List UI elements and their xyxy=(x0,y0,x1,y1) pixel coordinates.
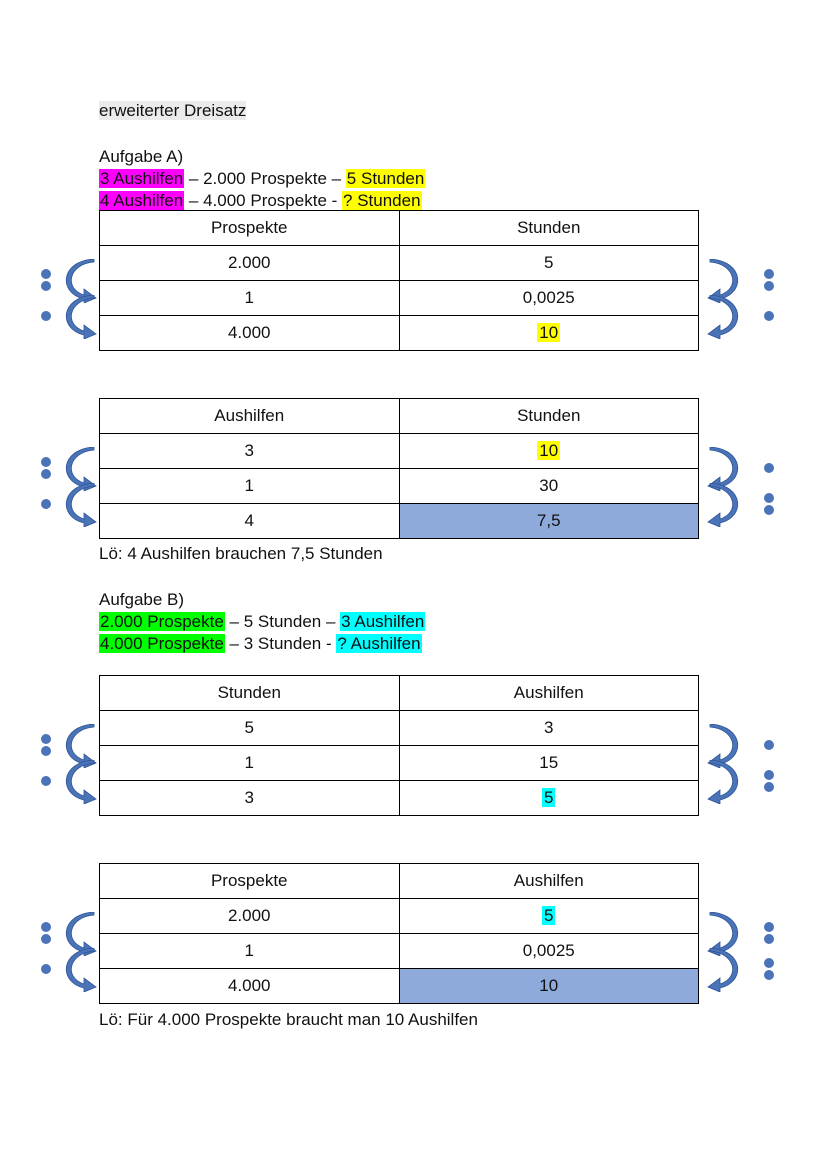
table-row xyxy=(100,781,699,816)
highlight-green: 4.000 Prospekte xyxy=(100,634,224,653)
operator-dots-icon xyxy=(39,731,53,761)
operator-dot xyxy=(41,269,51,279)
table-cell xyxy=(399,434,699,469)
highlighted-value: 10 xyxy=(539,323,559,342)
operator-dot xyxy=(764,934,774,944)
table-header-row xyxy=(100,864,699,899)
operator-dot xyxy=(764,958,774,968)
table-cell xyxy=(399,316,699,351)
result-cell: 7,5 xyxy=(399,504,699,539)
table-row xyxy=(100,316,699,351)
document-title xyxy=(99,100,246,122)
operator-dots-icon xyxy=(762,490,776,520)
table-header-row xyxy=(100,399,699,434)
operator-dots-icon xyxy=(762,731,776,761)
operator-dot xyxy=(764,922,774,932)
aufgabe-a-line-1 xyxy=(99,168,425,190)
highlighted-value: 5 xyxy=(544,788,554,807)
aufgabe-b-heading: Aufgabe B) xyxy=(99,590,185,609)
highlight-yellow: 5 Stunden xyxy=(346,169,425,188)
highlight-magenta: 3 Aushilfen xyxy=(100,169,184,188)
table-cell xyxy=(399,899,699,934)
table-row xyxy=(100,711,699,746)
operator-dots-icon xyxy=(762,302,776,332)
curved-arrow-icon xyxy=(58,760,98,804)
curved-arrow-icon-shape xyxy=(708,948,738,992)
operator-dot xyxy=(41,776,51,786)
operator-dots-icon xyxy=(39,919,53,949)
table-cell: 0,0025 xyxy=(399,934,699,969)
plain-text: – 5 Stunden – xyxy=(224,612,341,631)
aufgabe-b-line-2 xyxy=(99,633,422,655)
highlight-cyan: 3 Aushilfen xyxy=(341,612,425,631)
table-cell: 4.000 xyxy=(100,969,400,1004)
operator-dot xyxy=(764,782,774,792)
table-row xyxy=(100,934,699,969)
operator-dot xyxy=(764,740,774,750)
table-header-row xyxy=(100,676,699,711)
highlighted-value: 5 xyxy=(544,906,554,925)
curved-arrow-icon-shape xyxy=(66,760,96,804)
aufgabe-a-line-2 xyxy=(99,190,422,212)
plain-text: – 2.000 Prospekte – xyxy=(184,169,346,188)
operator-dot xyxy=(41,457,51,467)
curved-arrow-icon-shape xyxy=(66,948,96,992)
curved-arrow-icon xyxy=(58,948,98,992)
operator-dots-icon xyxy=(762,955,776,985)
table-cell: 4 xyxy=(100,504,400,539)
curved-arrow-icon-shape xyxy=(708,295,738,339)
operator-dots-icon xyxy=(39,302,53,332)
curved-arrow-icon xyxy=(706,295,746,339)
operator-dot xyxy=(41,922,51,932)
table-header-cell: Aushilfen xyxy=(100,399,400,434)
plain-text: – 4.000 Prospekte - xyxy=(184,191,343,210)
operator-dots-icon xyxy=(39,490,53,520)
table-header-cell: Stunden xyxy=(399,399,699,434)
table-b1 xyxy=(99,675,699,816)
table-header-cell: Prospekte xyxy=(100,211,400,246)
curved-arrow-icon xyxy=(706,483,746,527)
table-cell: 1 xyxy=(100,746,400,781)
table-cell: 3 xyxy=(100,781,400,816)
aufgabe-a-heading: Aufgabe A) xyxy=(99,147,184,166)
operator-dots-icon xyxy=(39,454,53,484)
aufgabe-a-solution: Lö: 4 Aushilfen brauchen 7,5 Stunden xyxy=(99,544,383,563)
table-cell: 5 xyxy=(100,711,400,746)
aufgabe-b-solution: Lö: Für 4.000 Prospekte braucht man 10 Aushilfen xyxy=(99,1010,478,1029)
table-cell xyxy=(399,781,699,816)
curved-arrow-icon xyxy=(58,295,98,339)
operator-dots-icon xyxy=(39,266,53,296)
highlight-magenta: 4 Aushilfen xyxy=(100,191,184,210)
operator-dot xyxy=(764,269,774,279)
highlight-cyan: ? Aushilfen xyxy=(337,634,421,653)
aufgabe-b-line-1 xyxy=(99,611,425,633)
curved-arrow-icon-shape xyxy=(708,760,738,804)
operator-dot xyxy=(764,311,774,321)
curved-arrow-icon-shape xyxy=(708,483,738,527)
table-header-cell: Stunden xyxy=(399,211,699,246)
table-row xyxy=(100,281,699,316)
table-header-cell: Aushilfen xyxy=(399,864,699,899)
table-row xyxy=(100,246,699,281)
table-header-row xyxy=(100,211,699,246)
table-cell: 3 xyxy=(399,711,699,746)
plain-text: – 3 Stunden - xyxy=(224,634,337,653)
table-row xyxy=(100,504,699,539)
operator-dot xyxy=(41,469,51,479)
curved-arrow-icon xyxy=(706,948,746,992)
table-header-cell: Stunden xyxy=(100,676,400,711)
table-cell: 1 xyxy=(100,934,400,969)
operator-dot xyxy=(764,970,774,980)
operator-dots-icon xyxy=(39,767,53,797)
table-row xyxy=(100,434,699,469)
table-cell: 3 xyxy=(100,434,400,469)
operator-dot xyxy=(764,493,774,503)
table-cell: 2.000 xyxy=(100,899,400,934)
result-cell: 10 xyxy=(399,969,699,1004)
table-header-cell: Prospekte xyxy=(100,864,400,899)
operator-dot xyxy=(764,463,774,473)
table-a2 xyxy=(99,398,699,539)
table-cell: 4.000 xyxy=(100,316,400,351)
operator-dot xyxy=(41,734,51,744)
table-cell: 30 xyxy=(399,469,699,504)
table-header-cell: Aushilfen xyxy=(399,676,699,711)
curved-arrow-icon xyxy=(706,760,746,804)
operator-dot xyxy=(764,770,774,780)
operator-dots-icon xyxy=(762,266,776,296)
table-a1 xyxy=(99,210,699,351)
operator-dot xyxy=(41,499,51,509)
curved-arrow-icon-shape xyxy=(66,295,96,339)
operator-dot xyxy=(41,311,51,321)
table-row xyxy=(100,899,699,934)
operator-dot xyxy=(41,934,51,944)
highlighted-value: 10 xyxy=(539,441,559,460)
table-cell: 15 xyxy=(399,746,699,781)
table-cell: 5 xyxy=(399,246,699,281)
title-text: erweiterter Dreisatz xyxy=(99,101,247,120)
table-cell: 1 xyxy=(100,281,400,316)
curved-arrow-icon xyxy=(58,483,98,527)
operator-dots-icon xyxy=(39,955,53,985)
operator-dots-icon xyxy=(762,454,776,484)
highlight-green: 2.000 Prospekte xyxy=(100,612,224,631)
operator-dot xyxy=(41,281,51,291)
operator-dot xyxy=(764,505,774,515)
table-row xyxy=(100,469,699,504)
curved-arrow-icon-shape xyxy=(66,483,96,527)
highlight-yellow: ? Stunden xyxy=(343,191,421,210)
table-cell: 1 xyxy=(100,469,400,504)
table-cell: 2.000 xyxy=(100,246,400,281)
operator-dot xyxy=(41,964,51,974)
operator-dot xyxy=(764,281,774,291)
table-row xyxy=(100,746,699,781)
table-b2 xyxy=(99,863,699,1004)
operator-dots-icon xyxy=(762,919,776,949)
operator-dots-icon xyxy=(762,767,776,797)
table-row xyxy=(100,969,699,1004)
table-cell: 0,0025 xyxy=(399,281,699,316)
operator-dot xyxy=(41,746,51,756)
